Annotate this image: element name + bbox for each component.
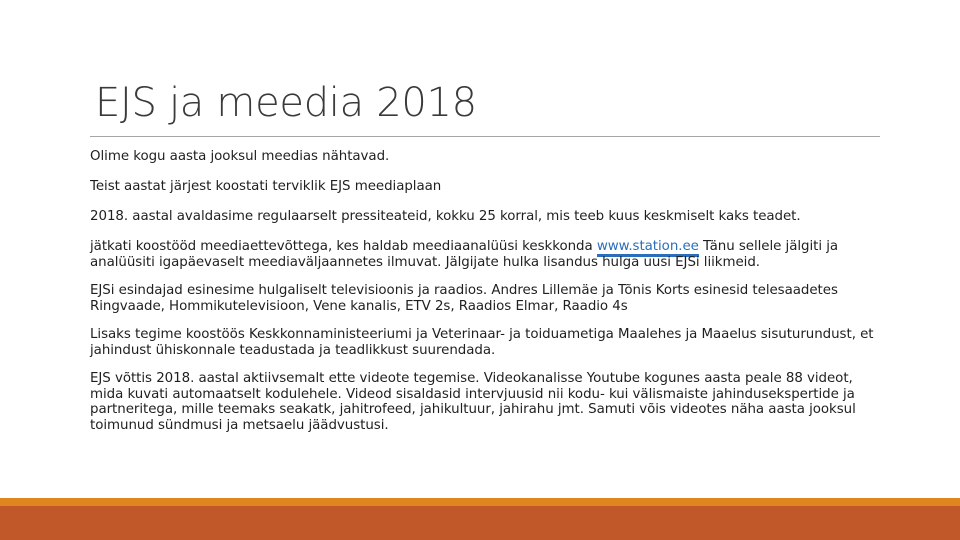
paragraph-media-analysis-lead: jätkati koostööd meediaettevõttega, kes haldab meediaanalüüsi keskkonda [90, 239, 597, 254]
station-link[interactable]: www.station.ee [597, 239, 699, 257]
paragraph-media-analysis-tail: Tänu sellele jälgiti ja analüüsiti igapäevaselt meediaväljaannetes ilmuvat. Jälgijate hulka lisandus hulga uusi EJSi liikmeid. [90, 239, 839, 270]
slide-title: EJS ja meedia 2018 [95, 80, 477, 126]
paragraph-videos: EJS võttis 2018. aastal aktiivsemalt ette videote tegemise. Videokanalisse Youtube kogunes aasta peale 88 videot, mida kuvati automaatselt kodulehele. Videod sisaldasid intervjuusid nii kodu- kui välismaiste jahindusekspertide ja partneritega, mille teemaks seakatk, jahitrofeed, jahikultuur, jahirahu jmt. Samuti võis videotes näha aasta jooksul toimunud sündmusi ja metsaelu jäädvustusi. [90, 371, 856, 433]
paragraph-content-marketing: Lisaks tegime koostöös Keskkonnaministeeriumi ja Veterinaar- ja toiduametiga Maalehes ja Maaelus sisuturundust, et jahindust ühiskonnale teadustada ja teadlikkust suurendada. [90, 327, 874, 358]
paragraph-media-plan: Teist aastat järjest koostati terviklik EJS meediaplaan [90, 179, 442, 194]
title-divider [90, 136, 880, 137]
footer-accent-stripe [0, 498, 960, 506]
paragraph-media-analysis [90, 239, 890, 270]
paragraph-tv-radio: EJSi esindajad esinesime hulgaliselt televisioonis ja raadios. Andres Lillemäe ja Tõnis Korts esinesid telesaadetes Ringvaade, Hommikutelevisioon, Vene kanalis, ETV 2s, Raadios Elmar, Raadio 4s [90, 283, 838, 314]
paragraph-media-visibility: Olime kogu aasta jooksul meedias nähtavad. [90, 149, 390, 164]
paragraph-press-releases: 2018. aastal avaldasime regulaarselt pressiteateid, kokku 25 korral, mis teeb kuus keskmiselt kaks teadet. [90, 209, 801, 224]
